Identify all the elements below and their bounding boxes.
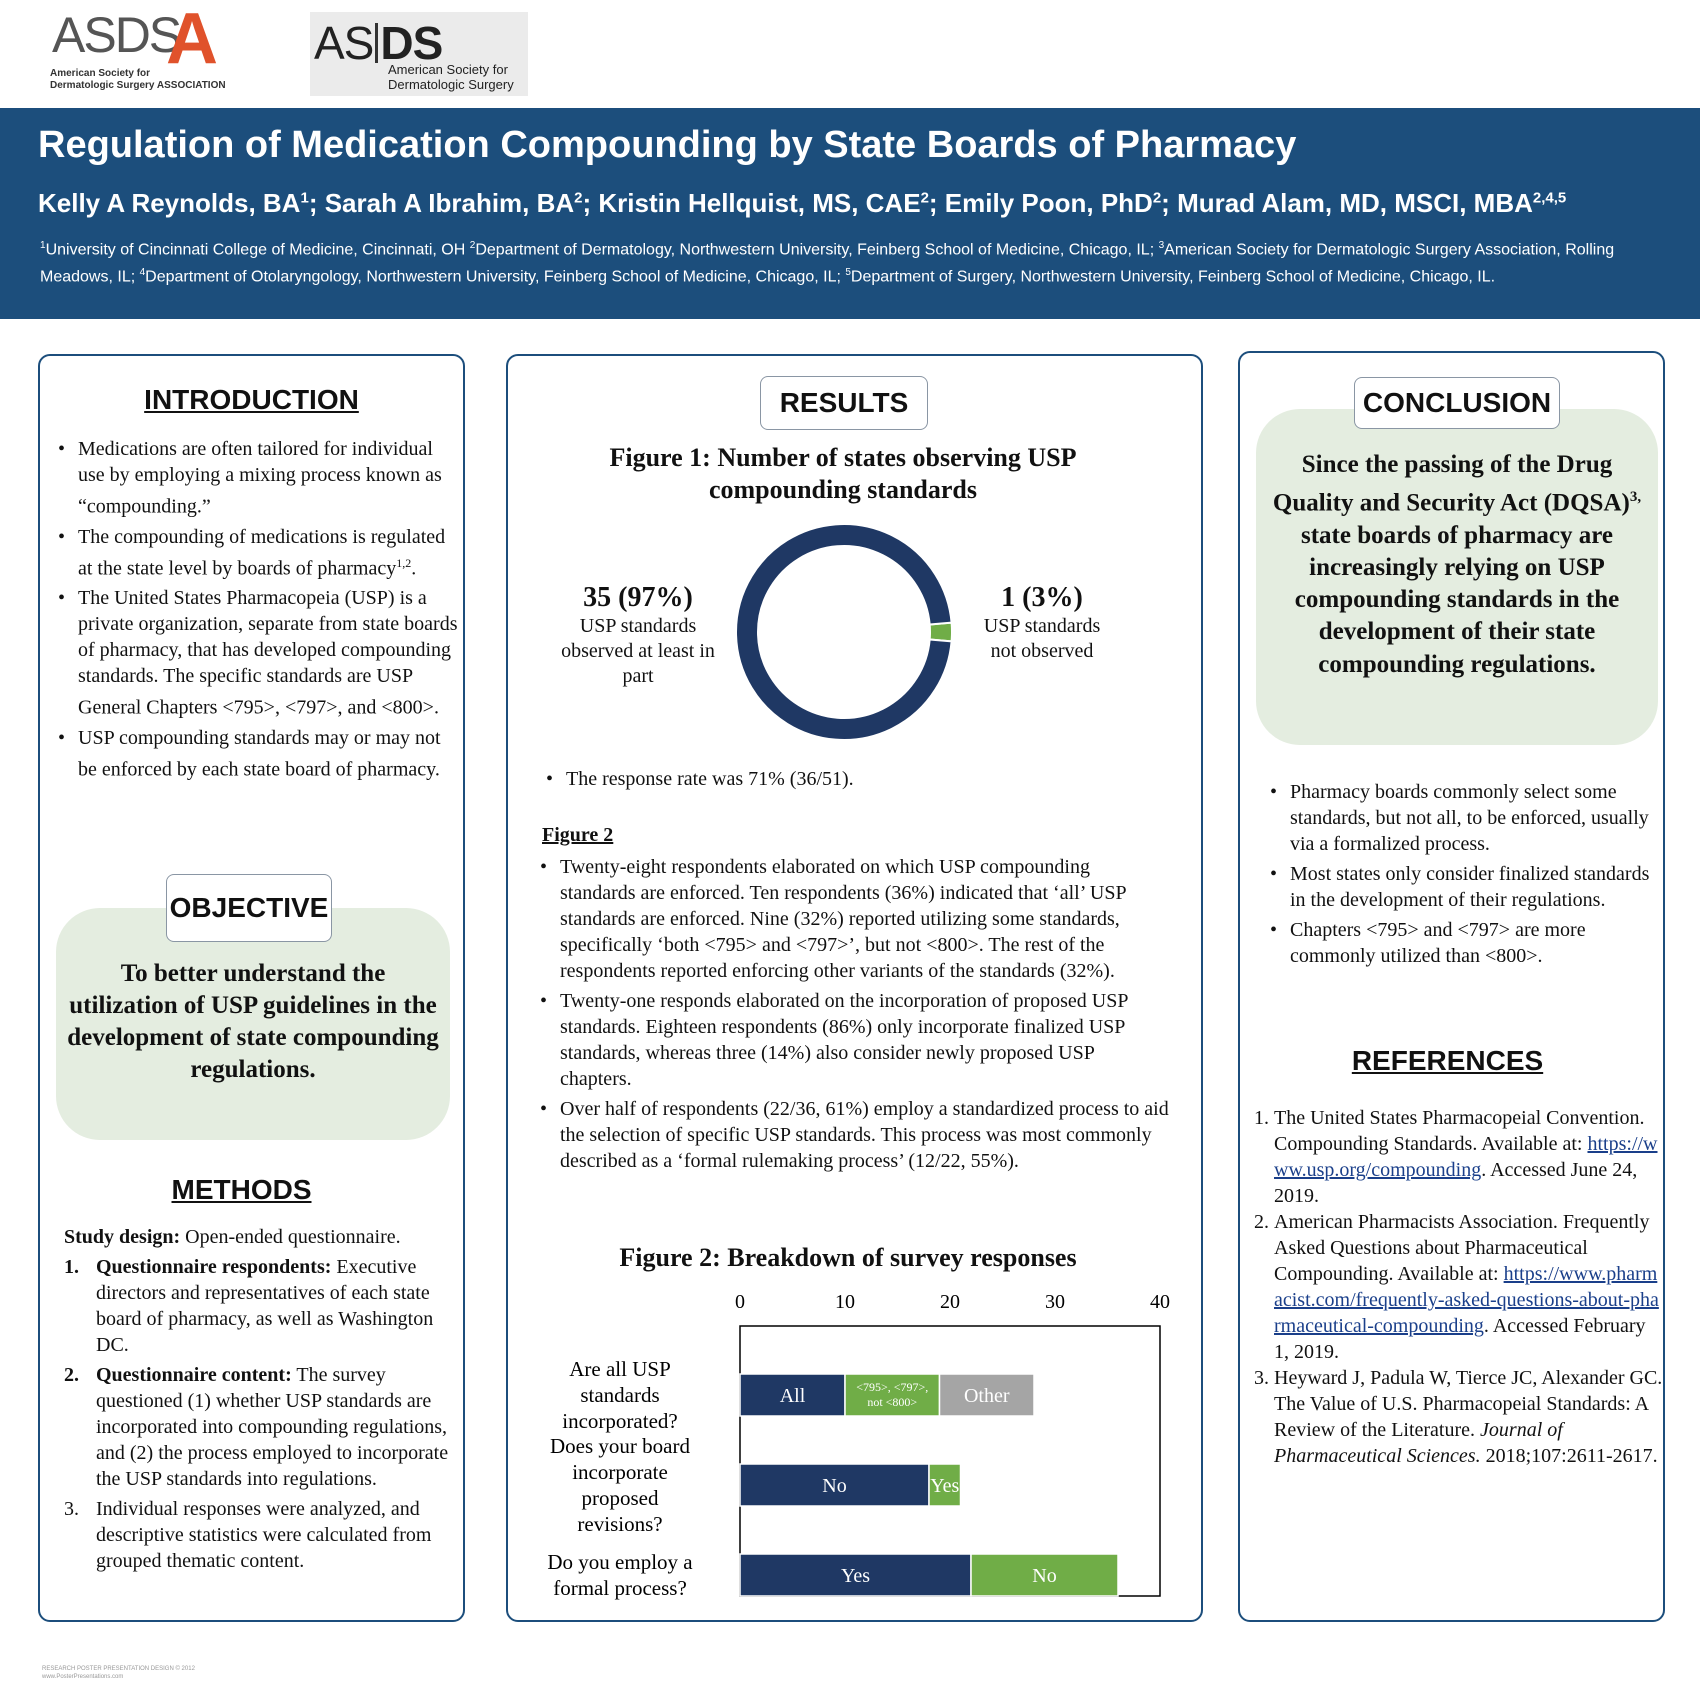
poster-header [0,108,1700,319]
bar-segment-label: not <800> [867,1395,918,1409]
conclusion-item: • Chapters <795> and <797> are more commonly utilized than <800>. [1270,917,1662,969]
reference-number: 1. [1254,1107,1269,1129]
reference-item [1254,1105,1664,1209]
study-design-text: Open-ended questionnaire. [180,1226,401,1248]
x-tick-label: 0 [735,1291,745,1313]
reference-text: American Pharmacists Association. Frequently Asked Questions about Pharmaceutical Compounding. Available at: [1274,1211,1650,1285]
affiliation-text: American Society for Dermatologic Surgery Association, Rolling Meadows, IL; [40,241,1615,286]
figure1-donut-chart [734,522,954,742]
category-label: formal process? [553,1576,687,1600]
affiliation-list [40,234,1670,289]
figure2-label: Figure 2 [542,824,614,846]
results-heading: RESULTS [760,376,928,430]
methods-item-text: Executive directors and representatives of each state board of pharmacy, as well as Washington DC. [96,1256,434,1356]
author-separator: ; [928,188,945,218]
reference-tail: 2018;107:2611-2617. [1480,1445,1658,1467]
methods-list [64,1254,460,1578]
donut-slice [930,623,952,642]
author-affiliation-sup: 2 [574,189,583,207]
introduction-item [58,436,458,520]
conclusion-heading: CONCLUSION [1354,377,1560,429]
conclusion-item: • Most states only consider finalized standards in the development of their regulations. [1270,861,1662,913]
author-affiliation-sup: 1 [300,189,309,207]
reference-item [1254,1365,1664,1469]
methods-item [64,1496,460,1574]
slice-observed-label: USP standards observed at least in part [561,615,715,687]
reference-link[interactable]: https://www.pharmacist.com/frequently-asked-questions-about-pharmaceutical-compounding [1274,1263,1659,1337]
introduction-item [58,585,458,721]
methods-item-text: Individual responses were analyzed, and descriptive statistics were calculated from grouped thematic content. [96,1498,432,1572]
category-label: Are all USP [569,1357,671,1381]
asds-logo-line2: Dermatologic Surgery [388,77,514,92]
asdsa-logo-name [50,68,290,92]
conclusion-citation: 3, [1629,489,1642,506]
category-label: Do you employ a [547,1550,693,1574]
methods-item [64,1362,460,1492]
asdsa-logo-a: A [166,0,218,79]
figure1-title: Figure 1: Number of states observing USP compounding standards [609,443,1077,504]
asds-logo-line1: American Society for [388,62,508,77]
author-list [38,188,1566,219]
category-label: incorporate [572,1460,668,1484]
affiliation-text: Department of Dermatology, Northwestern University, Feinberg School of Medicine, Chicago, IL; [475,241,1159,259]
results-list [540,854,1170,1178]
bar-segment-label: Other [963,1385,1010,1407]
reference-text: The United States Pharmacopeial Convention. Compounding Standards. Available at: [1274,1107,1645,1155]
affiliation-number: 5 [845,267,851,279]
reference-item [1254,1209,1664,1365]
conclusion-text-part2: state boards of pharmacy are increasingly relying on USP compounding standards in the development of their state compounding regulations. [1294,521,1620,678]
reference-tail: . Accessed February 1, 2019. [1274,1315,1646,1363]
affiliation-number: 2 [469,240,476,251]
asds-logo-mark-a: AS [314,17,374,69]
methods-heading: METHODS [171,1174,312,1205]
asdsa-logo [48,0,238,92]
reference-journal: Journal of Pharmaceutical Sciences. [1274,1419,1563,1467]
x-tick-label: 40 [1150,1291,1170,1313]
affiliation-text: University of Cincinnati College of Medicine, Cincinnati, OH [45,241,470,259]
bar-segment-label: No [822,1475,847,1497]
introduction-item [58,524,458,582]
methods-item-number: 2. [64,1364,79,1386]
right-column [1238,351,1665,1622]
objective-text: To better understand the utilization of USP guidelines in the development of state compounding regulations. [67,960,439,1083]
slice-label-observed [558,582,718,689]
methods-item-text: The survey questioned (1) whether USP standards are incorporated into compounding regulations, and (2) the process employed to incorporate the USP standards into regulations. [96,1364,449,1490]
reference-number: 2. [1254,1211,1269,1233]
author-affiliation-sup: 2,4,5 [1532,189,1567,207]
methods-item [64,1254,460,1358]
category-label: proposed [581,1486,659,1510]
x-tick-label: 10 [835,1291,855,1313]
slice-label-not-observed [972,582,1112,664]
results-item: • Over half of respondents (22/36, 61%) employ a standardized process to aid the selection of specific USP standards. This process was most commonly described as a ‘formal rulemaking process’ (12/22, 55%). [540,1096,1170,1174]
figure2-bar-chart [528,1274,1188,1604]
introduction-item-tail: . [411,557,417,580]
slice-not-observed-label: USP standards not observed [983,615,1101,662]
left-column [38,354,465,1622]
results-item: • Twenty-eight respondents elaborated on which USP compounding standards are enforced. Ten respondents (36%) indicated that ‘all’ USP standards are enforced. Nine (32%) reported utilizing some standards, specifically ‘both <795> and <797>’, but not <800>. The rest of the respondents reported enforcing other variants of the standards (32%). [540,854,1170,984]
methods-item-number: 1. [64,1256,79,1278]
footer-line1: RESEARCH POSTER PRESENTATION DESIGN © 2012 [42,1666,195,1672]
results-item: • Twenty-one responds elaborated on the incorporation of proposed USP standards. Eighteen respondents (86%) only incorporate finalized USP standards, whereas three (14%) also consider newly proposed USP chapters. [540,988,1170,1092]
slice-not-observed-value: 1 (3%) [1001,582,1083,613]
middle-column [506,354,1203,1622]
poster-title: Regulation of Medication Compounding by State Boards of Pharmacy [38,124,1297,166]
study-design-label: Study design: [64,1226,181,1248]
introduction-item-text: Medications are often tailored for individual use by employing a mixing process known as “compounding.” [78,438,442,518]
affiliation-number: 1 [40,240,46,251]
author-separator: ; [1161,188,1178,218]
bar-segment-label: Yes [930,1475,960,1497]
category-label: revisions? [577,1512,663,1536]
x-tick-label: 30 [1045,1291,1065,1313]
introduction-item-text: The compounding of medications is regulated at the state level by boards of pharmacy [78,525,446,580]
methods-item-label: Questionnaire respondents: [96,1256,332,1278]
affiliation-number: 3 [1158,240,1165,251]
response-rate: • The response rate was 71% (36/51). [546,766,1166,792]
affiliation-text: Department of Otolaryngology, Northwestern University, Feinberg School of Medicine, Chicago, IL; [145,268,846,286]
bar-segment-label: All [779,1385,806,1407]
author-name: Kristin Hellquist, MS, CAE [598,188,921,218]
reference-link[interactable]: https://www.usp.org/compounding [1274,1133,1658,1181]
objective-heading: OBJECTIVE [166,874,332,942]
introduction-list [58,436,458,787]
poster-footer [42,1665,195,1681]
author-affiliation-sup: 2 [920,189,929,207]
affiliation-text: Department of Surgery, Northwestern University, Feinberg School of Medicine, Chicago, IL. [850,268,1496,286]
bar-segment-label: No [1032,1565,1057,1587]
introduction-item-text: USP compounding standards may or may not be enforced by each state board of pharmacy. [78,726,441,781]
bar-segment-label: <795>, <797>, [856,1380,929,1394]
methods-item-label: Questionnaire content: [96,1364,292,1386]
figure2-title: Figure 2: Breakdown of survey responses [619,1243,1077,1272]
references-heading: REFERENCES [1351,1045,1544,1076]
introduction-heading: INTRODUCTION [144,384,359,415]
reference-number: 3. [1254,1367,1269,1389]
introduction-citation: 1,2 [396,555,412,570]
author-name: Kelly A Reynolds, BA [38,188,301,218]
conclusion-list [1270,779,1662,973]
x-tick-label: 20 [940,1291,960,1313]
references-list [1254,1105,1664,1469]
conclusion-item: • Pharmacy boards commonly select some standards, but not all, to be enforced, usually via a formalized process. [1270,779,1662,857]
author-affiliation-sup: 2 [1152,189,1162,207]
bar-segment-label: Yes [840,1565,871,1587]
response-rate-list [546,766,1166,796]
author-name: Sarah A Ibrahim, BA [324,188,575,218]
asds-logo-mark-b: DS [380,17,443,69]
asdsa-logo-line1: American Society for [50,68,151,79]
category-label: Does your board [550,1434,690,1458]
asds-logo-name [388,62,514,92]
conclusion-text [1270,449,1644,681]
reference-tail: . Accessed June 24, 2019. [1274,1159,1638,1207]
asds-logo [310,12,528,96]
study-design [64,1224,401,1250]
introduction-item [58,725,458,783]
asdsa-logo-mark: ASDS [52,7,181,63]
affiliation-number: 4 [139,267,146,279]
slice-observed-value: 35 (97%) [583,582,693,613]
author-name: Emily Poon, PhD [944,188,1153,218]
reference-text: Heyward J, Padula W, Tierce JC, Alexander GC. The Value of U.S. Pharmacopeial Standards: A Review of the Literature. [1274,1367,1663,1441]
asds-logo-divider [375,23,378,63]
methods-item-number: 3. [64,1498,79,1520]
category-label: incorporated? [562,1409,678,1433]
author-separator: ; [582,188,599,218]
asdsa-logo-line2: Dermatologic Surgery ASSOCIATION [50,80,226,91]
author-separator: ; [308,188,325,218]
conclusion-text-part1: Since the passing of the Drug Quality and Security Act (DQSA) [1272,451,1630,517]
category-label: standards [580,1383,660,1407]
footer-line2: www.PosterPresentations.com [42,1674,124,1680]
introduction-item-text: The United States Pharmacopeia (USP) is a private organization, separate from state boards of pharmacy, that has developed compounding standards. The specific standards are USP General Chapters <795>, <797>, and <800>. [78,587,458,719]
donut-slice [736,524,952,740]
author-name: Murad Alam, MD, MSCI, MBA [1177,188,1533,218]
